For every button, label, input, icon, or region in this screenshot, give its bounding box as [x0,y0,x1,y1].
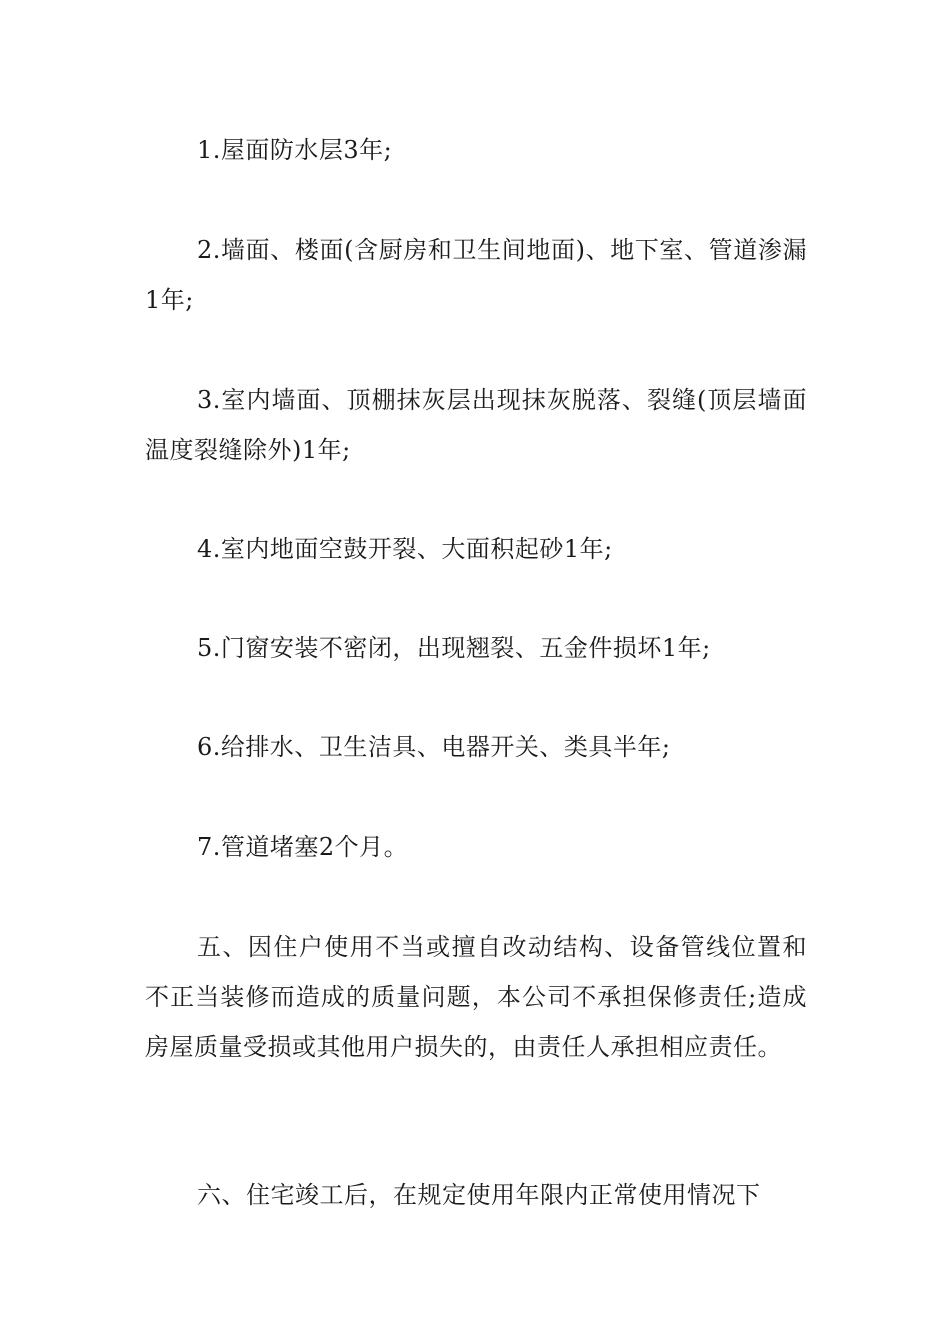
paragraph-item-3: 3.室内墙面、顶棚抹灰层出现抹灰脱落、裂缝(顶层墙面温度裂缝除外)1年; [145,386,807,464]
paragraph-item-2: 2.墙面、楼面(含厨房和卫生间地面)、地下室、管道渗漏1年; [145,236,807,314]
paragraph-item-4: 4.室内地面空鼓开裂、大面积起砂1年; [197,535,613,563]
paragraph-item-1: 1.屋面防水层3年; [197,136,393,164]
paragraph-section-6: 六、住宅竣工后，在规定使用年限内正常使用情况下 [197,1181,761,1209]
paragraph-item-5: 5.门窗安装不密闭，出现翘裂、五金件损坏1年; [197,634,711,662]
paragraph-item-6: 6.给排水、卫生洁具、电器开关、类具半年; [197,733,671,761]
paragraph-item-7: 7.管道堵塞2个月。 [197,833,409,861]
paragraph-section-5: 五、因住户使用不当或擅自改动结构、设备管线位置和不正当装修而造成的质量问题，本公司不承担保修责任;造成房屋质量受损或其他用户损失的，由责任人承担相应责任。 [145,933,807,1061]
